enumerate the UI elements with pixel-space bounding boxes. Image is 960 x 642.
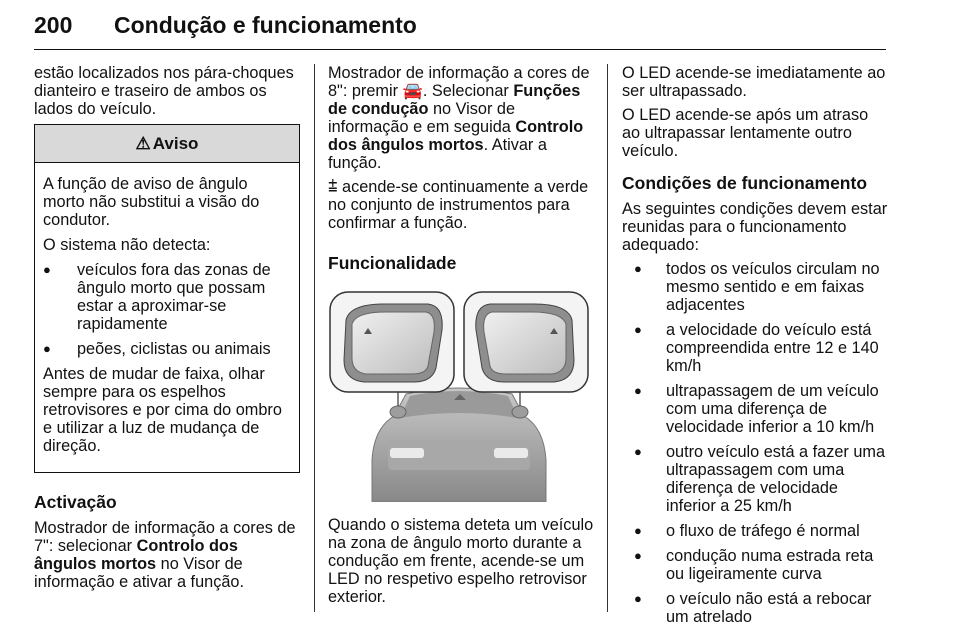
list-item: ● veículos fora das zonas de ângulo morto que possam estar a aproximar-se rapidamente	[43, 261, 291, 333]
list-item: ● peões, ciclistas ou animais	[43, 340, 291, 358]
blind-spot-indicator-icon: ⩲	[328, 178, 338, 196]
list-item: ● o fluxo de tráfego é normal	[622, 522, 890, 540]
list-item: ● todos os veículos circulam no mesmo sentido e em faixas adjacentes	[622, 260, 890, 314]
column-3	[622, 64, 890, 633]
conditions-list	[622, 260, 890, 626]
paragraph: O LED acende-se após um atraso ao ultrapassar lentamente outro veículo.	[622, 106, 869, 160]
warning-box	[34, 124, 300, 473]
blind-spot-mirror-figure	[328, 290, 590, 502]
driving-functions-icon: 🚘	[402, 82, 423, 100]
page-header	[34, 6, 886, 50]
section-heading-conditions: Condições de funcionamento	[622, 173, 868, 193]
list-item: ● condução numa estrada reta ou ligeiramente curva	[622, 547, 890, 583]
warning-body	[35, 163, 299, 472]
paragraph: O LED acende-se imediatamente ao ser ultrapassado.	[622, 64, 886, 100]
section-heading-activation: Activação	[34, 492, 117, 512]
page-number: 200	[34, 12, 73, 38]
activation-paragraph: Mostrador de informação a cores de 7": selecionar Controlo dos ângulos mortos no Visor de informação e ativar a função.	[34, 519, 296, 591]
warning-text: Antes de mudar de faixa, olhar sempre para os espelhos retrovisores e por cima do ombro e utilizar a luz de mudança de direção.	[43, 365, 282, 455]
column-divider	[607, 64, 608, 612]
column-1	[34, 64, 300, 597]
paragraph: ⩲ acende-se continuamente a verde no conjunto de instrumentos para confirmar a função.	[328, 178, 589, 232]
warning-list	[43, 261, 291, 358]
chapter-title: Condução e funcionamento	[114, 12, 417, 38]
warning-header	[35, 125, 299, 163]
paragraph: Quando o sistema deteta um veículo na zona de ângulo morto durante a condução em frente, acende-se um LED no respetivo espelho retrovisor exterior.	[328, 516, 594, 606]
warning-triangle-icon: ⚠	[135, 133, 151, 153]
warning-text: A função de aviso de ângulo morto não substitui a visão do condutor.	[43, 175, 260, 229]
warning-title: Aviso	[152, 133, 199, 153]
list-item: ● o veículo não está a rebocar um atrelado	[622, 590, 890, 626]
list-item: ● outro veículo está a fazer uma ultrapassagem com uma diferença de velocidade inferior a 25 km/h	[622, 443, 890, 515]
car-mirrors-illustration	[328, 290, 590, 502]
list-item: ● ultrapassagem de um veículo com uma diferença de velocidade inferior a 10 km/h	[622, 382, 890, 436]
list-item: ● a velocidade do veículo está compreendida entre 12 e 140 km/h	[622, 321, 890, 375]
column-divider	[314, 64, 315, 612]
paragraph: As seguintes condições devem estar reunidas para o funcionamento adequado:	[622, 200, 888, 254]
section-heading-functionality: Funcionalidade	[328, 253, 457, 273]
intro-paragraph: estão localizados nos pára-choques dianteiro e traseiro de ambos os lados do veículo.	[34, 64, 294, 118]
warning-text: O sistema não detecta:	[43, 236, 211, 254]
paragraph: Mostrador de informação a cores de 8": premir 🚘. Selecionar Funções de condução no Visor de informação e em seguida Controlo dos ângulos mortos. Ativar a função.	[328, 64, 590, 172]
column-2	[328, 64, 596, 612]
